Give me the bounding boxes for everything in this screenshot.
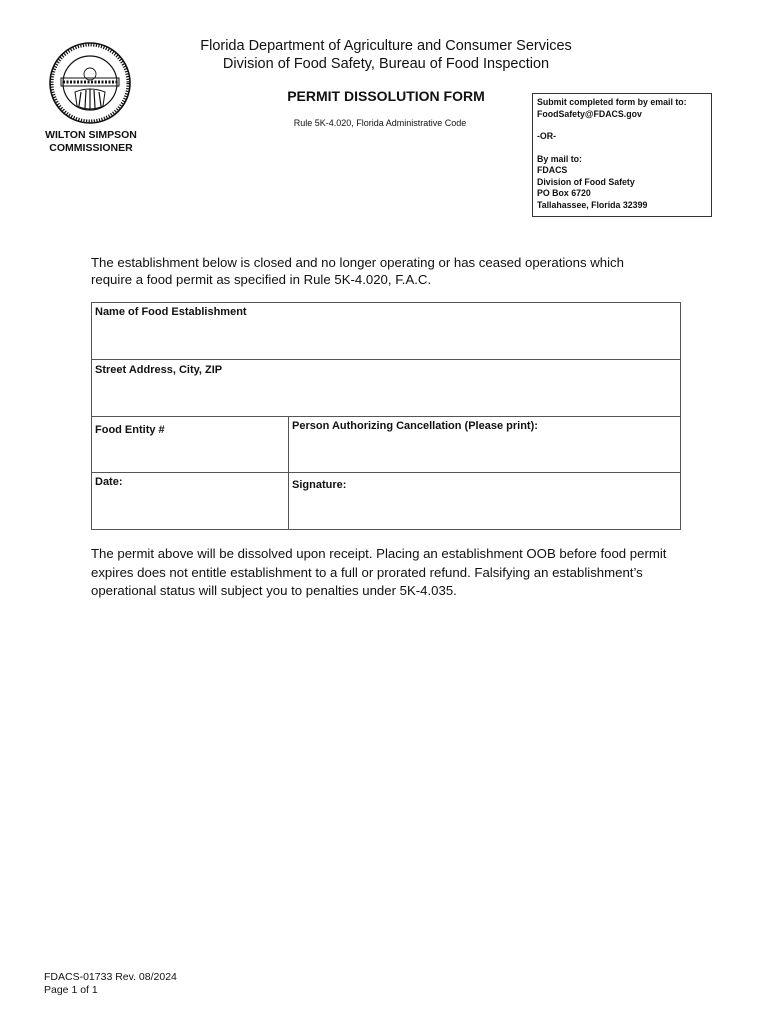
date-field[interactable]	[92, 473, 289, 530]
or-separator: -OR-	[537, 131, 557, 141]
person-authorizing-label: Person Authorizing Cancellation (Please print):	[292, 420, 538, 432]
street-address-label: Street Address, City, ZIP	[95, 364, 223, 376]
commissioner-title: COMMISSIONER	[49, 142, 133, 154]
mail-label: By mail to:	[537, 153, 582, 164]
establishment-info-table	[91, 302, 681, 530]
food-entity-label: Food Entity #	[95, 424, 165, 436]
establishment-name-field[interactable]	[92, 303, 681, 360]
address-line: FDACS	[537, 165, 568, 175]
submission-instructions	[532, 93, 712, 217]
department-heading	[150, 37, 622, 73]
date-label: Date:	[95, 476, 123, 488]
food-entity-field[interactable]	[92, 417, 289, 473]
rule-reference: Rule 5K-4.020, Florida Administrative Code	[293, 118, 467, 128]
commissioner-name: WILTON SIMPSON	[45, 129, 137, 141]
email-label: Submit completed form by email to:	[537, 97, 687, 107]
division-name: Division of Food Safety, Bureau of Food Inspection	[222, 56, 550, 72]
email-address[interactable]: FoodSafety@FDACS.gov	[537, 108, 642, 119]
signature-label: Signature:	[292, 479, 347, 491]
address-line: PO Box 6720	[537, 188, 591, 198]
address-line: Division of Food Safety	[537, 176, 635, 187]
intro-text: The establishment below is closed and no longer operating or has ceased operations which require a food permit as specified in Rule 5K-4.020, F.A.C.	[91, 255, 624, 287]
street-address-field[interactable]	[92, 360, 681, 417]
form-number: FDACS-01733 Rev. 08/2024	[44, 971, 177, 983]
department-seal	[49, 42, 131, 124]
department-name: Florida Department of Agriculture and Consumer Services	[200, 38, 572, 54]
page-number: Page 1 of 1	[44, 984, 98, 996]
address-line: Tallahassee, Florida 32399	[537, 199, 648, 210]
person-authorizing-field[interactable]	[289, 417, 681, 473]
footer	[44, 971, 244, 997]
form-title: PERMIT DISSOLUTION FORM	[287, 88, 485, 104]
establishment-name-label: Name of Food Establishment	[95, 306, 247, 318]
commissioner-block	[30, 129, 152, 155]
disclaimer-text: The permit above will be dissolved upon receipt. Placing an establishment OOB before food permit expires does not entitle establishment to a full or prorated refund. Falsifying an establishment’s operational status will subject you to penalties under 5K-4.035.	[91, 546, 667, 598]
signature-field[interactable]	[289, 473, 681, 530]
